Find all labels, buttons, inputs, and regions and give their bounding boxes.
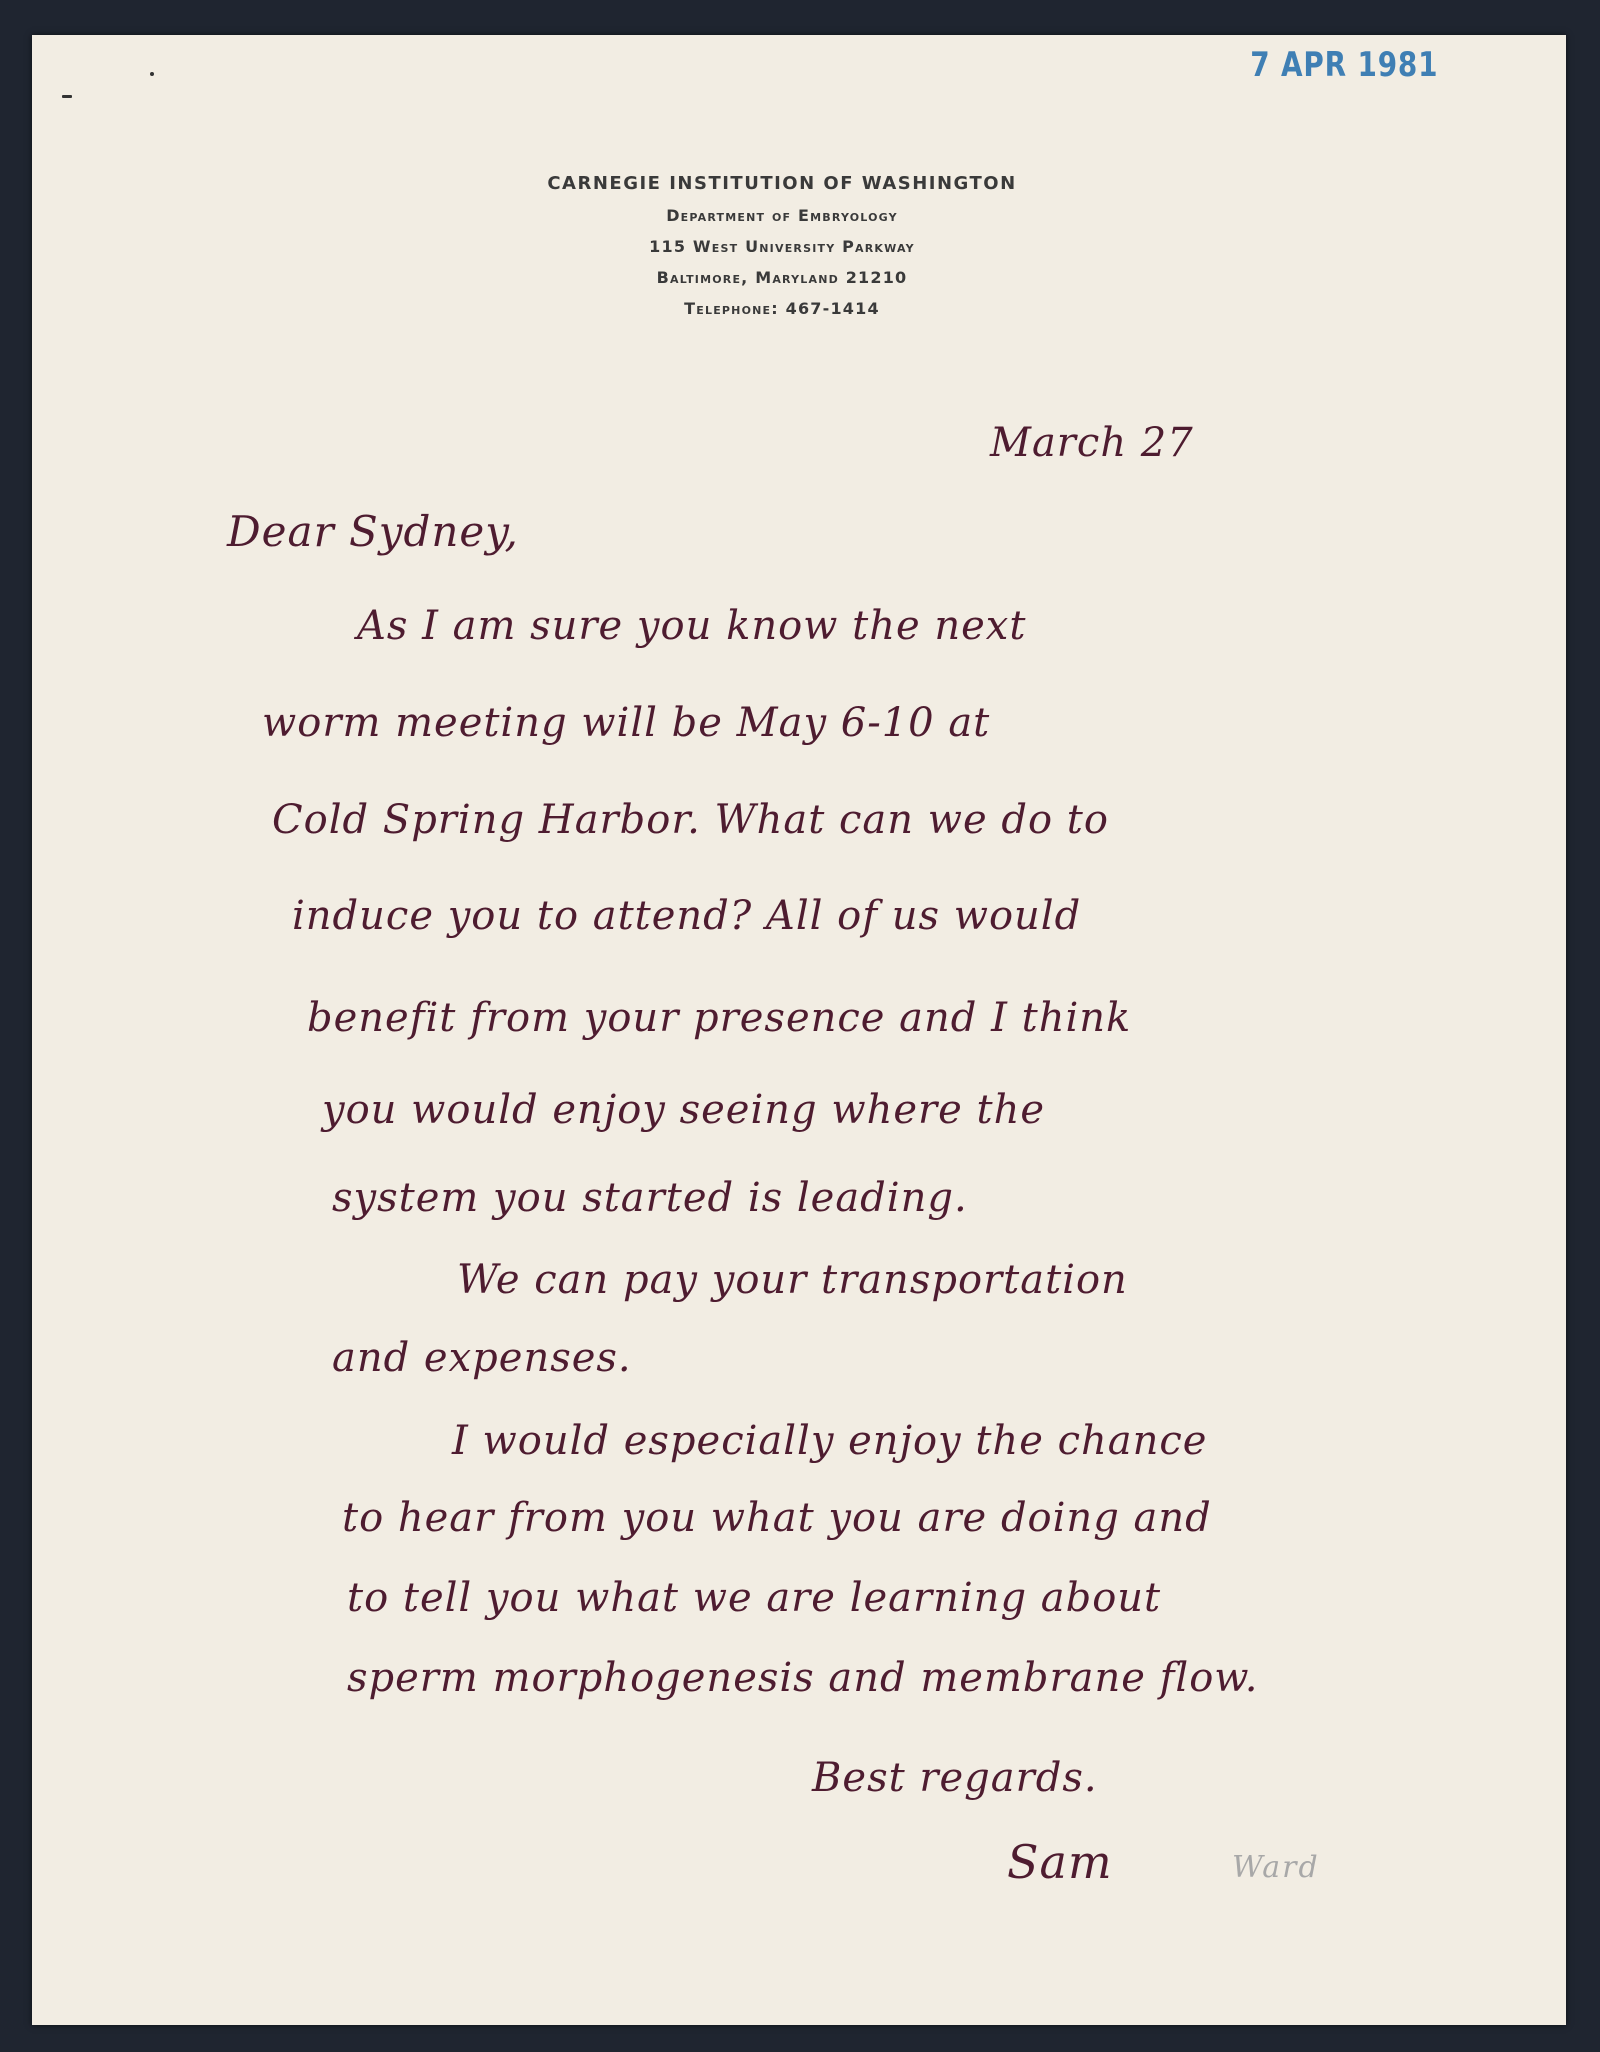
letter-body-line: We can pay your transportation bbox=[457, 1257, 1128, 1303]
received-date-stamp: 7 APR 1981 bbox=[1249, 45, 1438, 85]
letter-body-line: As I am sure you know the next bbox=[357, 603, 1027, 649]
letter-date: March 27 bbox=[990, 420, 1194, 466]
margin-mark bbox=[62, 95, 72, 98]
letter-body-line: to hear from you what you are doing and bbox=[342, 1495, 1212, 1541]
letterhead-organization: CARNEGIE INSTITUTION OF WASHINGTON bbox=[547, 173, 1017, 194]
letterhead bbox=[32, 168, 1532, 324]
letter-body-line: Cold Spring Harbor. What can we do to bbox=[272, 797, 1109, 843]
letter-page bbox=[32, 35, 1566, 2025]
letter-body-line: induce you to attend? All of us would bbox=[292, 893, 1082, 939]
pencil-annotation: Ward bbox=[1232, 1850, 1320, 1885]
letter-body-line: I would especially enjoy the chance bbox=[452, 1418, 1208, 1464]
letterhead-telephone: Telephone: 467-1414 bbox=[684, 299, 880, 318]
letterhead-city: Baltimore, Maryland 21210 bbox=[656, 268, 908, 287]
letter-body-line: to tell you what we are learning about bbox=[347, 1575, 1162, 1621]
letter-body-line: sperm morphogenesis and membrane flow. bbox=[347, 1655, 1259, 1701]
letter-body-line: you would enjoy seeing where the bbox=[322, 1087, 1046, 1133]
letter-body-line: worm meeting will be May 6-10 at bbox=[262, 700, 991, 746]
letter-body-line: system you started is leading. bbox=[332, 1175, 968, 1221]
letter-signature: Sam bbox=[1007, 1835, 1113, 1889]
margin-mark bbox=[150, 72, 154, 76]
letterhead-street: 115 West University Parkway bbox=[649, 237, 915, 256]
letter-salutation: Dear Sydney, bbox=[227, 507, 519, 556]
letterhead-department: Department of Embryology bbox=[666, 206, 898, 225]
letter-closing: Best regards. bbox=[812, 1755, 1098, 1801]
letter-body-line: and expenses. bbox=[332, 1335, 632, 1381]
letter-body-line: benefit from your presence and I think bbox=[307, 995, 1132, 1041]
